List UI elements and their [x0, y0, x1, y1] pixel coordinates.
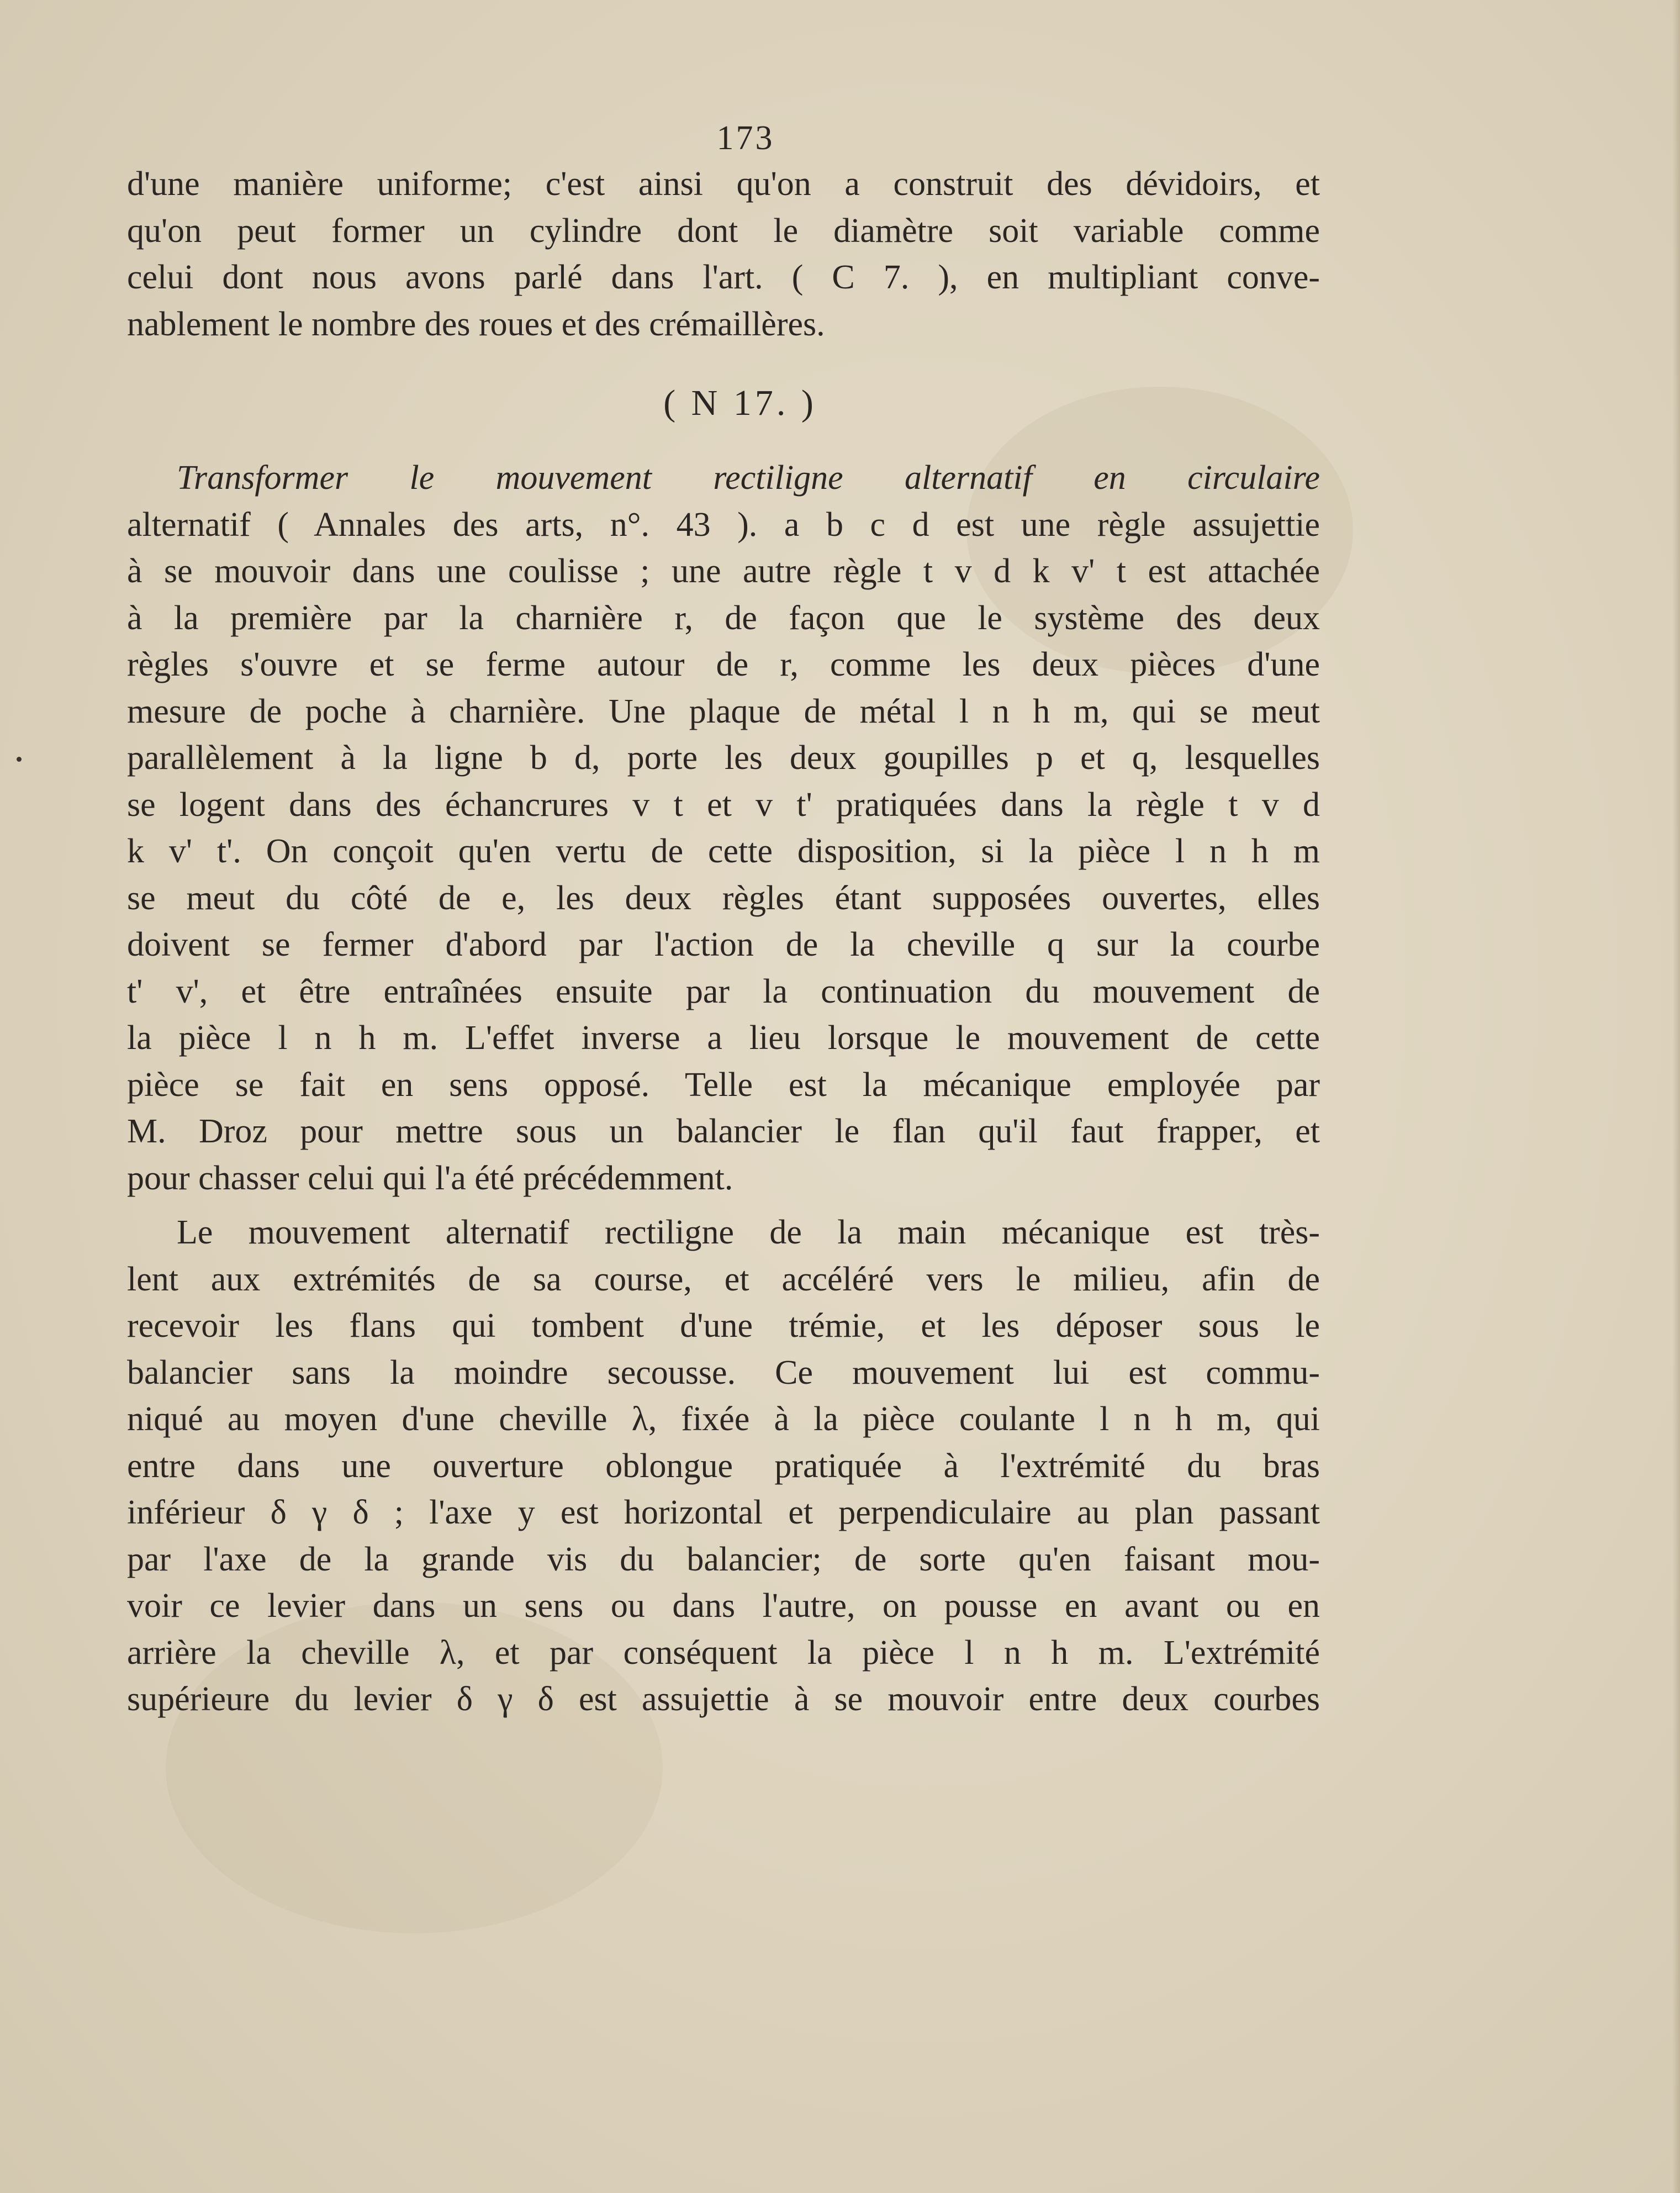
text-line: lent aux extrémités de sa course, et accéléré vers le milieu, afin de: [127, 1260, 1320, 1298]
text-line: arrière la cheville λ, et par conséquent la pièce l n h m. L'extrémité: [127, 1633, 1320, 1672]
text-line: Le mouvement alternatif rectiligne de la main mécanique est très-: [177, 1214, 1320, 1251]
page-text: [127, 119, 1320, 1723]
text-line: nablement le nombre des roues et des crémaillères.: [127, 305, 825, 343]
page-number: 173: [716, 119, 775, 157]
text-line: à la première par la charnière r, de façon que le système des deux: [127, 599, 1320, 637]
text-line: recevoir les flans qui tombent d'une trémie, et les déposer sous le: [127, 1307, 1320, 1345]
text-line: se meut du côté de e, les deux règles étant supposées ouvertes, elles: [127, 879, 1320, 917]
text-line: entre dans une ouverture oblongue pratiquée à l'extrémité du bras: [127, 1447, 1320, 1485]
text-line: balancier sans la moindre secousse. Ce mouvement lui est commu-: [127, 1353, 1320, 1391]
text-line: à se mouvoir dans une coulisse ; une autre règle t v d k v' t est attachée: [127, 552, 1320, 590]
intro-paragraph: [127, 161, 1320, 347]
text-line: mesure de poche à charnière. Une plaque de métal l n h m, qui se meut: [127, 692, 1320, 730]
text-line: parallèlement à la ligne b d, porte les deux goupilles p et q, lesquelles: [127, 739, 1320, 777]
text-line: pièce se fait en sens opposé. Telle est la mécanique employée par: [127, 1066, 1320, 1104]
paragraph-transformer: [127, 455, 1320, 1201]
text-line: Transformer le mouvement rectiligne alternatif en circulaire: [177, 459, 1320, 497]
text-line: par l'axe de la grande vis du balancier; de sorte qu'en faisant mou-: [127, 1540, 1320, 1578]
text-line: la pièce l n h m. L'effet inverse a lieu lorsque le mouvement de cette: [127, 1019, 1320, 1057]
text-line: k v' t'. On conçoit qu'en vertu de cette disposition, si la pièce l n h m: [127, 832, 1320, 870]
paragraph-main-mecanique: [127, 1209, 1320, 1723]
text-line: d'une manière uniforme; c'est ainsi qu'on a construit des dévidoirs, et: [127, 165, 1320, 203]
text-line: supérieure du levier δ γ δ est assujettie à se mouvoir entre deux courbes: [127, 1680, 1320, 1718]
text-line: pour chasser celui qui l'a été précédemment.: [127, 1159, 733, 1197]
text-line: M. Droz pour mettre sous un balancier le flan qu'il faut frapper, et: [127, 1113, 1320, 1150]
ink-speck: [17, 757, 22, 762]
paper-edge: [1672, 0, 1680, 2193]
section-heading: ( N 17. ): [663, 383, 817, 423]
text-line: doivent se fermer d'abord par l'action de la cheville q sur la courbe: [127, 926, 1320, 963]
text-line: celui dont nous avons parlé dans l'art. ( C 7. ), en multipliant conve-: [127, 259, 1320, 296]
text-line: qu'on peut former un cylindre dont le diamètre soit variable comme: [127, 212, 1320, 250]
text-line: inférieur δ γ δ ; l'axe y est horizontal et perpendiculaire au plan passant: [127, 1494, 1320, 1531]
text-line: t' v', et être entraînées ensuite par la continuation du mouvement de: [127, 972, 1320, 1010]
text-line: alternatif ( Annales des arts, n°. 43 ). a b c d est une règle assujettie: [127, 505, 1320, 544]
text-line: niqué au moyen d'une cheville λ, fixée à la pièce coulante l n h m, qui: [127, 1400, 1320, 1438]
text-line: voir ce levier dans un sens ou dans l'autre, on pousse en avant ou en: [127, 1587, 1320, 1625]
text-line: se logent dans des échancrures v t et v t' pratiquées dans la règle t v d: [127, 786, 1320, 824]
text-line: règles s'ouvre et se ferme autour de r, comme les deux pièces d'une: [127, 646, 1320, 683]
